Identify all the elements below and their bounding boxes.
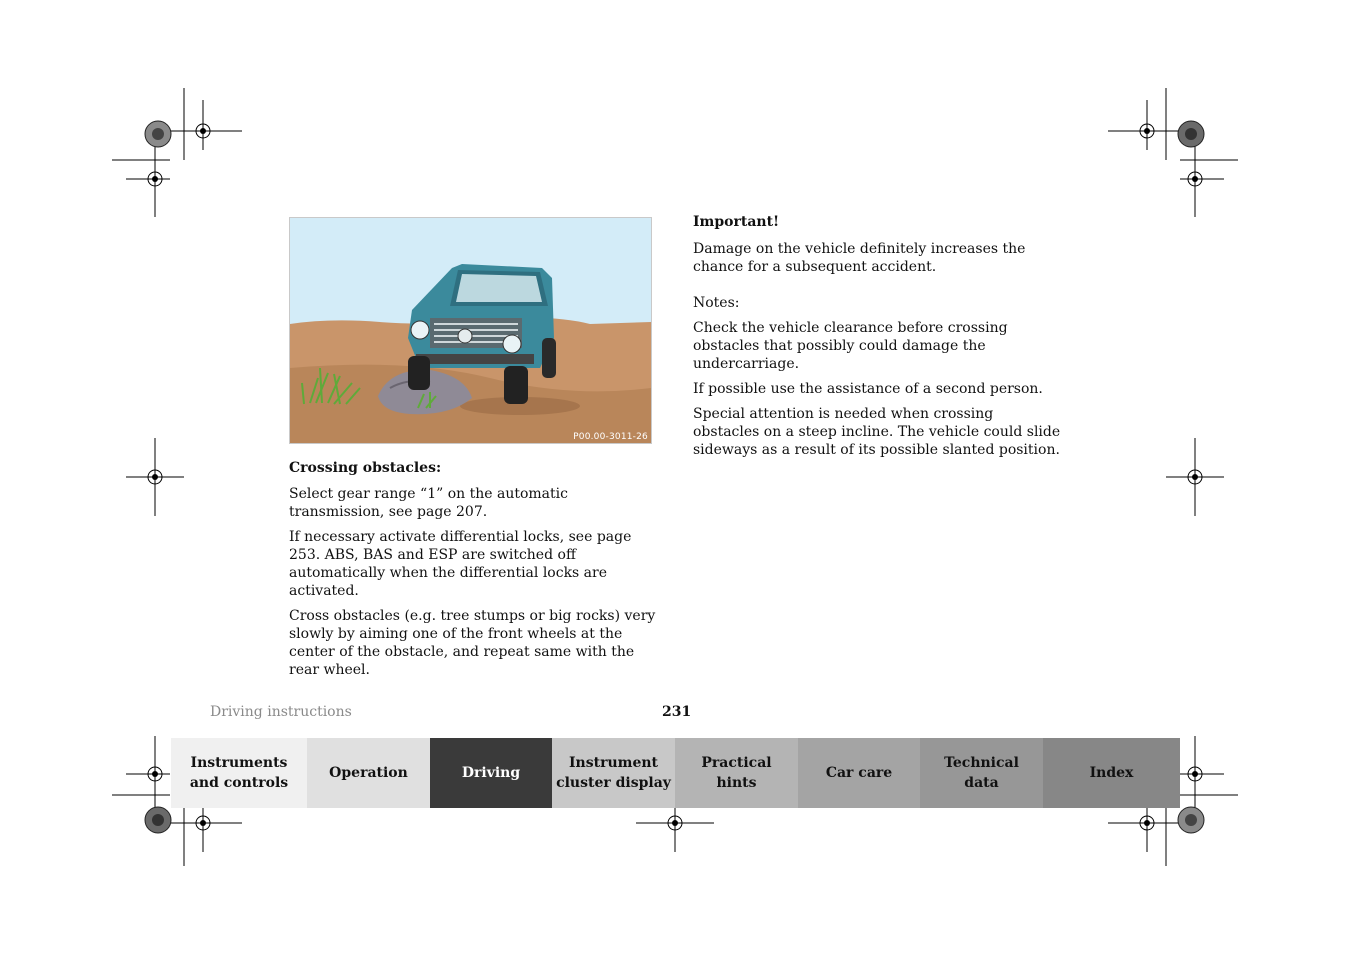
figure-code: P00.00-3011-26: [573, 432, 648, 442]
tab-practical-hints[interactable]: Practical hints: [675, 738, 798, 808]
page-number: 231: [662, 704, 692, 720]
differential-locks-paragraph: If necessary activate differential locks, see page 253. ABS, BAS and ESP are switched off automatically when the differential locks are activated.: [289, 529, 632, 599]
note-assistance: If possible use the assistance of a second person.: [693, 381, 1043, 397]
note-clearance: Check the vehicle clearance before crossing obstacles that possibly could damage the undercarriage.: [693, 320, 1008, 372]
tab-instrument-cluster-display[interactable]: Instrument cluster display: [552, 738, 675, 808]
important-text: Damage on the vehicle definitely increases the chance for a subsequent accident.: [693, 241, 1026, 275]
important-heading: Important!: [693, 214, 780, 230]
obstacle-illustration: [289, 217, 652, 444]
gear-range-paragraph: Select gear range “1” on the automatic transmission, see page 207.: [289, 486, 568, 520]
cross-obstacles-paragraph: Cross obstacles (e.g. tree stumps or big rocks) very slowly by aiming one of the front wheels at the center of the obstacle, and repeat same with the rear wheel.: [289, 608, 656, 678]
crossing-obstacles-heading: Crossing obstacles:: [289, 460, 442, 476]
section-title: Driving instructions: [210, 704, 352, 720]
note-incline: Special attention is needed when crossing obstacles on a steep incline. The vehicle could slide sideways as a result of its possible slanted position.: [693, 406, 1061, 458]
tab-operation[interactable]: Operation: [307, 738, 430, 808]
tab-instruments-and-controls[interactable]: Instruments and controls: [171, 738, 307, 808]
chapter-tabs: [171, 738, 1180, 808]
tab-car-care[interactable]: Car care: [798, 738, 920, 808]
tab-index[interactable]: Index: [1043, 738, 1180, 808]
vehicle-on-rock-image: [290, 218, 651, 443]
tab-driving[interactable]: Driving: [430, 738, 552, 808]
notes-heading: Notes:: [693, 295, 740, 311]
left-column: [289, 459, 661, 679]
tab-technical-data[interactable]: Technical data: [920, 738, 1043, 808]
right-column: [693, 213, 1063, 459]
